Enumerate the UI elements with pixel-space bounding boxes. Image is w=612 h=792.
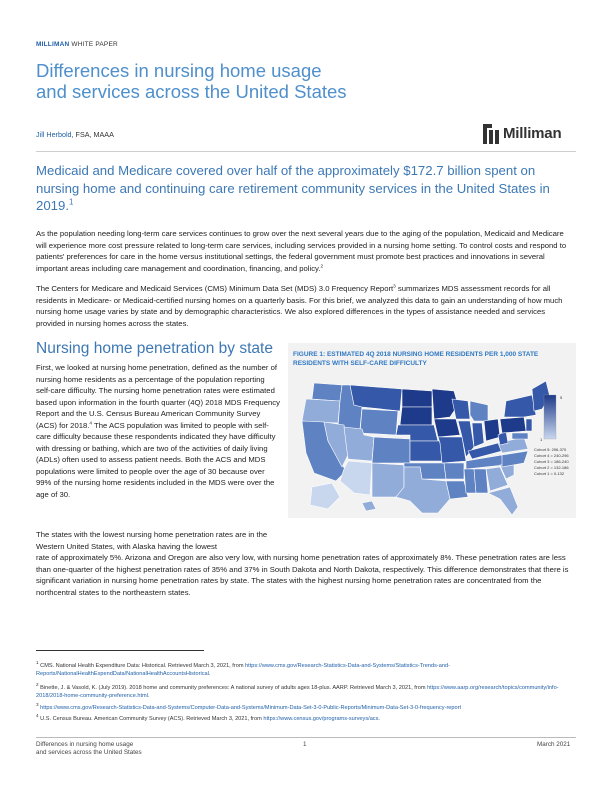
region-michigan: [470, 401, 488, 421]
p2-text-b: summarizes MDS assessment records for all residents in Medicare- or Medicaid-certified nursing homes on a quarterly basis. For this brief, we analyzed this data to gain an understanding of how much nursing home usage varies by state and by demographic characteristics. We also explored differences in the types of assistance needed and services provided in nursing homes across the states.: [36, 284, 563, 328]
region-louisiana: [446, 481, 468, 499]
region-south-dakota: [400, 407, 432, 425]
legend-entry: Cohort 5: 296-370: [534, 447, 567, 452]
report-type-label: [36, 41, 118, 48]
legend-scale-min: 1: [540, 437, 543, 442]
page-title: [36, 60, 456, 102]
region-indiana: [472, 423, 484, 447]
footer-date: March 2021: [537, 741, 571, 748]
title-line-1: Differences in nursing home usage: [36, 60, 322, 81]
region-wisconsin: [452, 399, 470, 419]
region-missouri: [438, 437, 466, 463]
paragraph-penetration: [36, 362, 280, 500]
footnote-link[interactable]: https://www.aarp.org/research/topics/community/info-2018/2018-home-community-preference.html: [36, 684, 559, 699]
paragraph-lowest-cont: rate of approximately 5%. Arizona and Oregon are also very low, with nursing home penetration rates of approximately 8%. These penetration rates are less than one-quarter of the highest penetration rates of 35% and 37% in South Dakota and North Dakota, respectively. This difference demonstrates that there is significant variation in nursing home penetration rates by state. The states with the highest nursing home penetration rates are concentrated from the northcentral states to the northeastern states.: [36, 553, 569, 597]
author-line: [36, 130, 114, 139]
footnote-link[interactable]: https://www.census.gov/programs-surveys/acs: [263, 715, 379, 722]
region-arkansas: [444, 463, 464, 479]
paragraph-lowest-start: The states with the lowest nursing home penetration rates are in the Western United States, with Alaska having the lowest: [36, 530, 268, 551]
region-alabama: [474, 469, 488, 493]
legend-entry: Cohort 1 = 0-132: [534, 471, 565, 476]
region-new-mexico: [372, 463, 404, 497]
logo-wordmark: Milliman: [503, 125, 562, 142]
footnote-link[interactable]: https://www.cms.gov/Research-Statistics-Data-and-Systems/Statistics-Trends-and-Reports/NationalHealthExpendData/NationalHealthAccountsHistorical: [36, 662, 450, 677]
us-choropleth-map: [292, 375, 572, 517]
lede-text: Medicaid and Medicare covered over half of the approximately $172.7 billion spent on nursing home and continuing care retirement community services in the United States in 2019.: [36, 163, 550, 213]
footnote-link[interactable]: https://www.cms.gov/Research-Statistics-Data-and-Systems/Computer-Data-and-Systems/Minimum-Data-Set-3-0-Public-Reports/Minimum-Data-Set-3-0-frequency-report: [40, 704, 462, 711]
title-line-2: and services across the United States: [36, 81, 347, 102]
region-new-jersey: [526, 419, 532, 431]
p3-text-b: The ACS population was limited to people with self-care difficulty because these respondents indicated they have difficulty with dressing or bathing, which are two of the activities of daily living (ADLs) often used to assess patient needs. Both the ACS and MDS populations were limited to people over the age of 30 because over 99% of the nursing home residents included in the MDS were over the age of 30.: [36, 420, 276, 499]
p1-text: As the population needing long-term care services continues to grow over the next several years due to the aging of the population, Medicaid and Medicare will experience more cost pressure related to long-term care services, including services provided in a nursing home setting. To control costs and respond to patients' preferences for care in the home versus institutional settings, the federal government must promote best practices and innovations in several important areas including care management and coordination, financing, and policy.: [36, 229, 567, 273]
author-name[interactable]: Jill Herbold: [36, 130, 72, 139]
region-hawaii: [362, 501, 376, 511]
legend-entry: Cohort 2 = 132-186: [534, 465, 569, 470]
paragraph-intro: [36, 228, 576, 274]
milliman-logo: [483, 124, 579, 146]
kicker-rest: WHITE PAPER: [69, 41, 118, 48]
region-arizona: [340, 461, 372, 495]
footnote-1: $^1$ CMS. National Health Expenditure Data: Historical. Retrieved March 3, 2021, from https://www.cms.gov/Research-Statistics-Data-and-Systems/Statistics-Trends-and-Reports/NationalHealthExpendData/NationalHealthAccountsHistorical.: [36, 660, 450, 677]
region-alaska: [310, 483, 340, 509]
figure-caption: FIGURE 1: ESTIMATED 4Q 2018 NURSING HOME RESIDENTS PER 1,000 STATE RESIDENTS WITH SELF-CARE DIFFICULTY: [293, 351, 539, 367]
p2-text-a: The Centers for Medicare and Medicaid Services (CMS) Minimum Data Set (MDS) 3.0 Frequency Report: [36, 284, 394, 293]
lede-summary: [36, 162, 576, 215]
lede-footnote-ref[interactable]: 1: [69, 197, 74, 207]
footnote-divider: [36, 650, 204, 651]
region-pennsylvania: [500, 417, 526, 433]
p3-text-a: First, we looked at nursing home penetration, defined as the number of nursing home residents as a percentage of the population reporting self-care difficulty. The nursing home penetration rates were estimated based upon information in the fourth quarter (4Q) 2018 MDS Frequency Report and the U.S. Census Bureau American Community Survey (ACS) for 2018.: [36, 363, 280, 430]
region-wyoming: [360, 409, 398, 435]
region-ohio: [484, 419, 500, 441]
region-florida: [488, 487, 518, 515]
paragraph-cms-report: [36, 283, 576, 329]
region-iowa: [434, 419, 460, 437]
header-divider: [36, 151, 576, 152]
legend-scale-bar: [544, 395, 556, 439]
milliman-logo-icon: [483, 124, 499, 144]
region-north-dakota: [402, 389, 432, 407]
p2-footnote-ref[interactable]: 3: [393, 283, 396, 289]
kicker-brand: MILLIMAN: [36, 41, 70, 48]
author-credentials: , FSA, MAAA: [71, 130, 114, 139]
region-washington: [312, 383, 342, 401]
region-kansas: [410, 441, 442, 461]
footer-divider: [36, 737, 576, 738]
footer-title: Differences in nursing home usage and services across the United States: [36, 741, 142, 756]
region-colorado: [372, 437, 410, 463]
region-maryland: [512, 433, 528, 439]
region-north-carolina: [502, 451, 528, 467]
footnote-2: $^2$ Binette, J. & Vasold, K. (July 2019). 2018 home and community preferences: A national survey of adults ages 18-plus. AARP. Retrieved March 3, 2021, from https://www.aarp.org/research/topics/community/info-2018/2018-home-community-preference.html.: [36, 682, 559, 699]
legend-entry: Cohort 3 = 186-240: [534, 459, 569, 464]
footnote-3: $^3$ https://www.cms.gov/Research-Statistics-Data-and-Systems/Computer-Data-and-Systems/Minimum-Data-Set-3-0-Public-Reports/Minimum-Data-Set-3-0-frequency-report: [36, 702, 462, 711]
footnote-4: $^4$ U.S. Census Bureau. American Community Survey (ACS). Retrieved March 3, 2021, from https://www.census.gov/programs-surveys/acs.: [36, 713, 380, 722]
region-new-york: [504, 395, 536, 417]
page-number: 1: [303, 741, 307, 748]
p3-footnote-ref[interactable]: 4: [89, 419, 92, 425]
legend-entry: Cohort 4 = 240-296: [534, 453, 569, 458]
region-oregon: [302, 399, 340, 423]
section-heading: Nursing home penetration by state: [36, 340, 273, 357]
legend-scale-max: 5: [560, 395, 563, 400]
p1-footnote-ref[interactable]: 2: [320, 262, 324, 268]
